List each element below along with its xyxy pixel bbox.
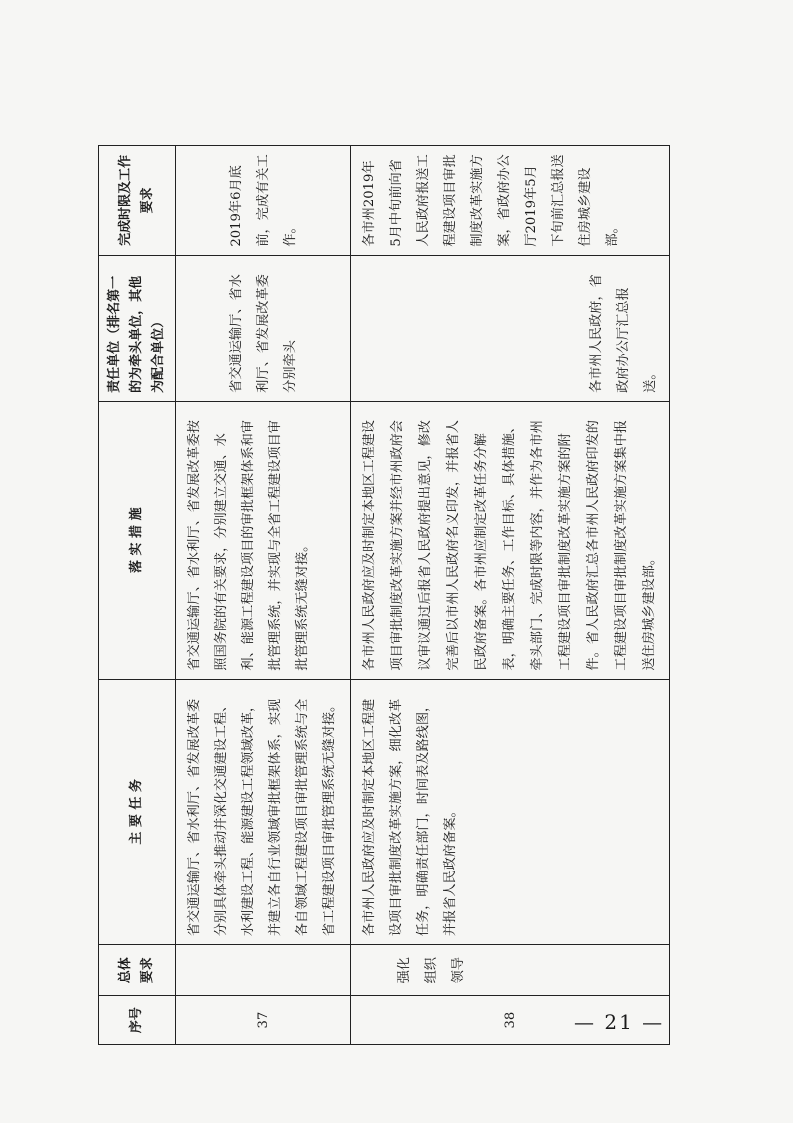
table-header-row — [99, 146, 176, 1045]
row-38-task: 各市州人民政府应及时制定本地区工程建设项目审批制度改革实施方案，细化改革任务，明确责任部门，时间表及路线图，并报省人民政府备案。 — [351, 679, 670, 945]
row-37-requirement — [176, 945, 351, 996]
row-37-measure: 省交通运输厅、省水利厅、省发展改革委按照国务院的有关要求，分别建立交通、水利、能源工程建设项目的审批框架体系和审批管理系统，并实现与全省工程建设项目审批管理系统无缝对接。 — [176, 401, 351, 679]
row-38-deadline: 各市州2019年5月中旬前向省人民政府报送工程建设项目审批制度改革实施方案，省政府办公厅2019年5月下旬前汇总报送住房城乡建设部。 — [351, 146, 670, 256]
header-deadline: 完成时限及工作要求 — [99, 146, 176, 256]
task-table — [98, 145, 670, 1045]
row-37-deadline: 2019年6月底前，完成有关工作。 — [176, 146, 351, 256]
header-measure: 落 实 措 施 — [99, 401, 176, 679]
header-unit: 责任单位（排名第一的为牵头单位，其他为配合单位） — [99, 255, 176, 401]
row-38-requirement: 强化组织领导 — [351, 945, 670, 996]
page-number: — 21 — — [574, 1010, 665, 1034]
table-row — [176, 146, 351, 1045]
row-38-measure: 各市州人民政府应及时制定本地区工程建设项目审批制度改革实施方案并经市州政府会议审议通过后报省人民政府提出意见，修改完善后以市州人民政府名义印发，并报省人民政府备案。各市州应制定改革任务分解表，明确主要任务、工作目标、具体措施、牵头部门、完成时限等内容，并作为各市州工程建设项目审批制度改革实施方案的附件。省人民政府汇总各市州人民政府印发的工程建设项目审批制度改革实施方案集中报送住房城乡建设部。 — [351, 401, 670, 679]
header-task: 主 要 任 务 — [99, 679, 176, 945]
row-37-seq: 37 — [176, 996, 351, 1045]
row-38-unit: 各市州人民政府，省政府办公厅汇总报送。 — [351, 255, 670, 401]
row-38-seq: 38 — [351, 996, 670, 1045]
header-seq: 序号 — [99, 996, 176, 1045]
row-37-unit: 省交通运输厅、省水利厅、省发展改革委分别牵头 — [176, 255, 351, 401]
row-37-task: 省交通运输厅、省水利厅、省发展改革委分别具体牵头推动并深化交通建设工程、水利建设工程、能源建设工程领域改革，并建立各自行业领域审批框架体系，实现各自领域工程建设项目审批管理系统与全省工程建设项目审批管理系统无缝对接。 — [176, 679, 351, 945]
rotated-table-container — [98, 145, 668, 1045]
table-row — [351, 146, 670, 1045]
header-requirement: 总体要求 — [99, 945, 176, 996]
